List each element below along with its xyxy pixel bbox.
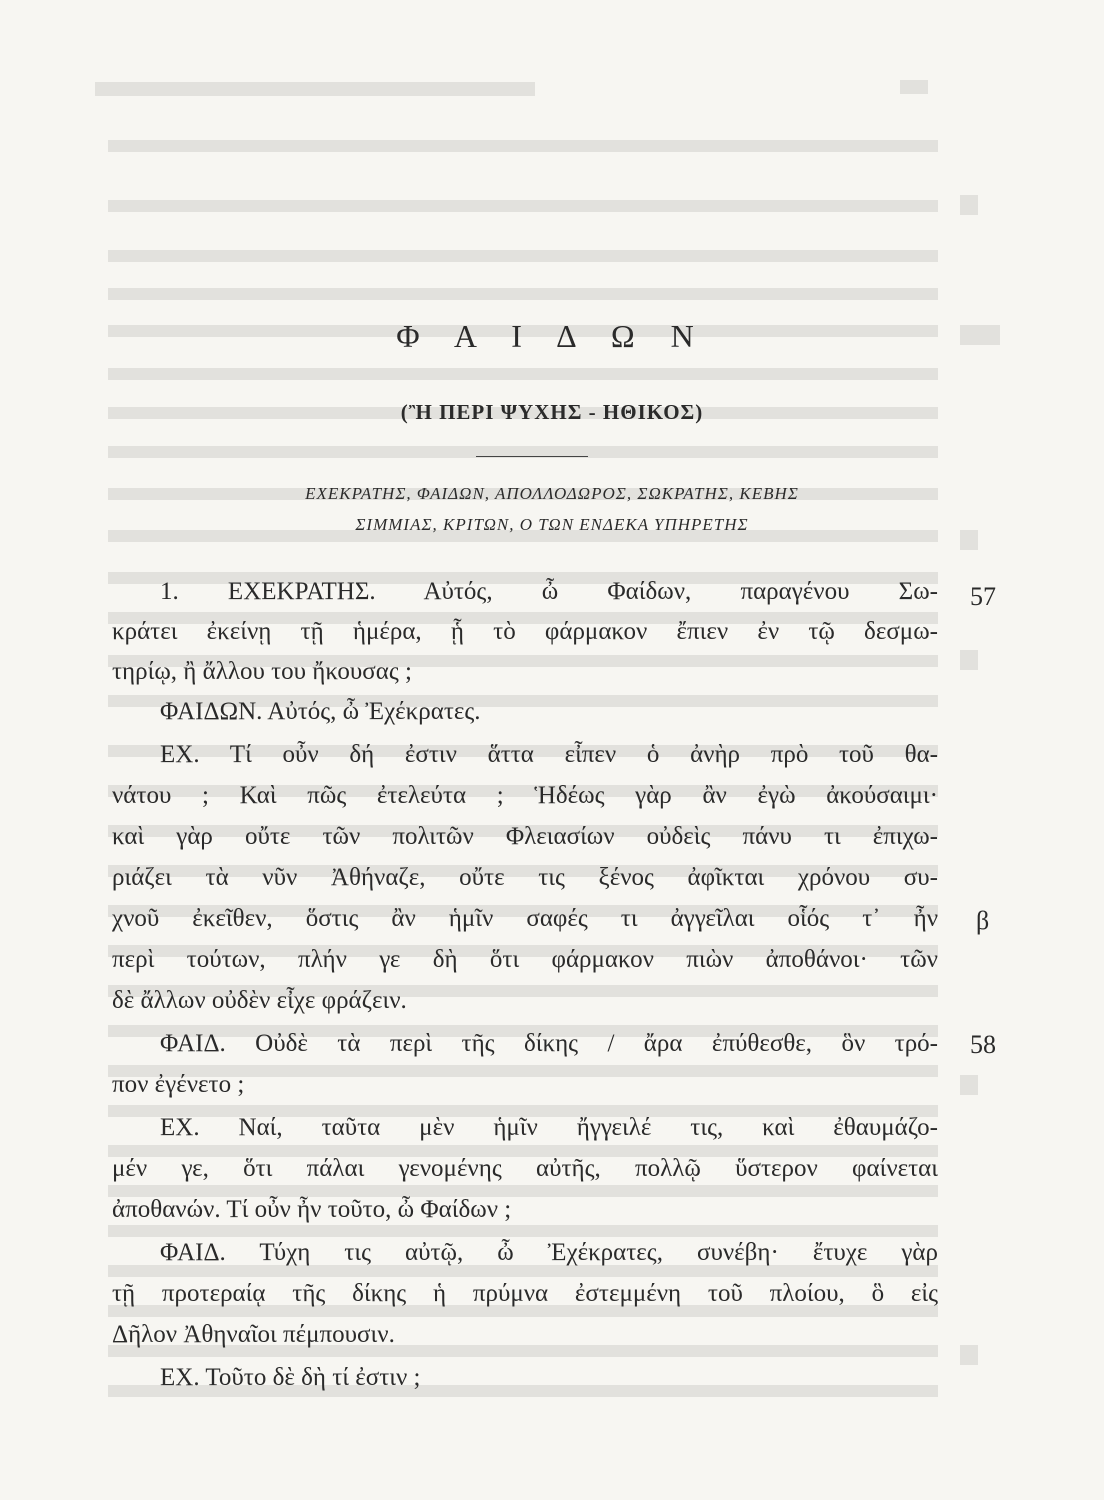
text-line: ριάζει τὰ νῦν Ἀθήναζε, οὔτε τις ξένος ἀφῖκται χρόνου συ- — [112, 864, 938, 891]
text-line: ἀποθανών. Τί οὖν ἦν τοῦτο, ὦ Φαίδων ; — [112, 1196, 512, 1223]
stephanus-number: 58 — [970, 1030, 996, 1059]
text-line: ΦΑΙΔ. Τύχη τις αὐτῷ, ὦ Ἐχέκρατες, συνέβη· ἔτυχε γὰρ — [160, 1239, 938, 1266]
text-line: κράτει ἐκείνῃ τῇ ἡμέρα, ᾗ τὸ φάρμακον ἔπιεν ἐν τῷ δεσμω- — [112, 618, 938, 645]
stephanus-number: 57 — [970, 582, 996, 611]
text-line: περὶ τούτων, πλήν γε δὴ ὅτι φάρμακον πιὼν ἀποθάνοι· τῶν — [112, 946, 938, 973]
stephanus-section-letter: β — [976, 906, 990, 935]
text-line: μέν γε, ὅτι πάλαι γενομένης αὐτῆς, πολλῷ ὕστερον φαίνεται — [112, 1155, 938, 1182]
dramatis-personae-line-2: ΣΙΜΜΙΑΣ, ΚΡΙΤΩΝ, Ο ΤΩΝ ΕΝΔΕΚΑ ΥΠΗΡΕΤΗΣ — [355, 515, 749, 534]
dramatis-personae-line-1: ΕΧΕΚΡΑΤΗΣ, ΦΑΙΔΩΝ, ΑΠΟΛΛΟΔΩΡΟΣ, ΣΩΚΡΑΤΗΣ, ΚΕΒΗΣ — [305, 484, 799, 503]
text-line: ΕΧ. Τί οὖν δή ἐστιν ἅττα εἶπεν ὁ ἀνὴρ πρὸ τοῦ θα- — [160, 741, 938, 768]
text-line: τηρίῳ, ἢ ἄλλου του ἤκουσας ; — [112, 658, 412, 685]
text-line: ΕΧ. Τοῦτο δὲ δὴ τί ἐστιν ; — [160, 1364, 421, 1391]
text-line: δὲ ἄλλων οὐδὲν εἶχε φράζειν. — [112, 987, 407, 1014]
page-title: Φ Α Ι Δ Ω Ν — [396, 318, 708, 354]
text-line: νάτου ; Καὶ πῶς ἐτελεύτα ; Ἡδέως γὰρ ἂν ἐγὼ ἀκούσαιμι· — [112, 782, 938, 809]
text-line: ΕΧ. Ναί, ταῦτα μὲν ἡμῖν ἤγγειλέ τις, καὶ ἐθαυμάζο- — [160, 1114, 938, 1141]
title-divider — [476, 456, 588, 457]
text-line: καὶ γὰρ οὔτε τῶν πολιτῶν Φλειασίων οὐδεὶς πάνυ τι ἐπιχω- — [112, 823, 938, 850]
text-line: χνοῦ ἐκεῖθεν, ὅστις ἂν ἡμῖν σαφές τι ἀγγεῖλαι οἷός τ᾽ ἦν — [112, 905, 938, 932]
text-line: ΦΑΙΔ. Οὐδὲ τὰ περὶ τῆς δίκης / ἄρα ἐπύθεσθε, ὃν τρό- — [160, 1030, 938, 1057]
text-line: Δῆλον Ἀθηναῖοι πέμπουσιν. — [112, 1321, 395, 1348]
text-line: πον ἐγένετο ; — [112, 1071, 245, 1098]
text-line: τῇ προτεραίᾳ τῆς δίκης ἡ πρύμνα ἐστεμμένη τοῦ πλοίου, ὃ εἰς — [112, 1280, 938, 1307]
text-line: ΦΑΙΔΩΝ. Αὐτός, ὦ Ἐχέκρατες. — [160, 698, 481, 725]
text-line: 1. ΕΧΕΚΡΑΤΗΣ. Αὐτός, ὦ Φαίδων, παραγένου Σω- — [160, 578, 938, 605]
dialogue-subtitle: (Ἢ ΠΕΡΙ ΨΥΧΗΣ - ΗΘΙΚΟΣ) — [400, 400, 704, 424]
